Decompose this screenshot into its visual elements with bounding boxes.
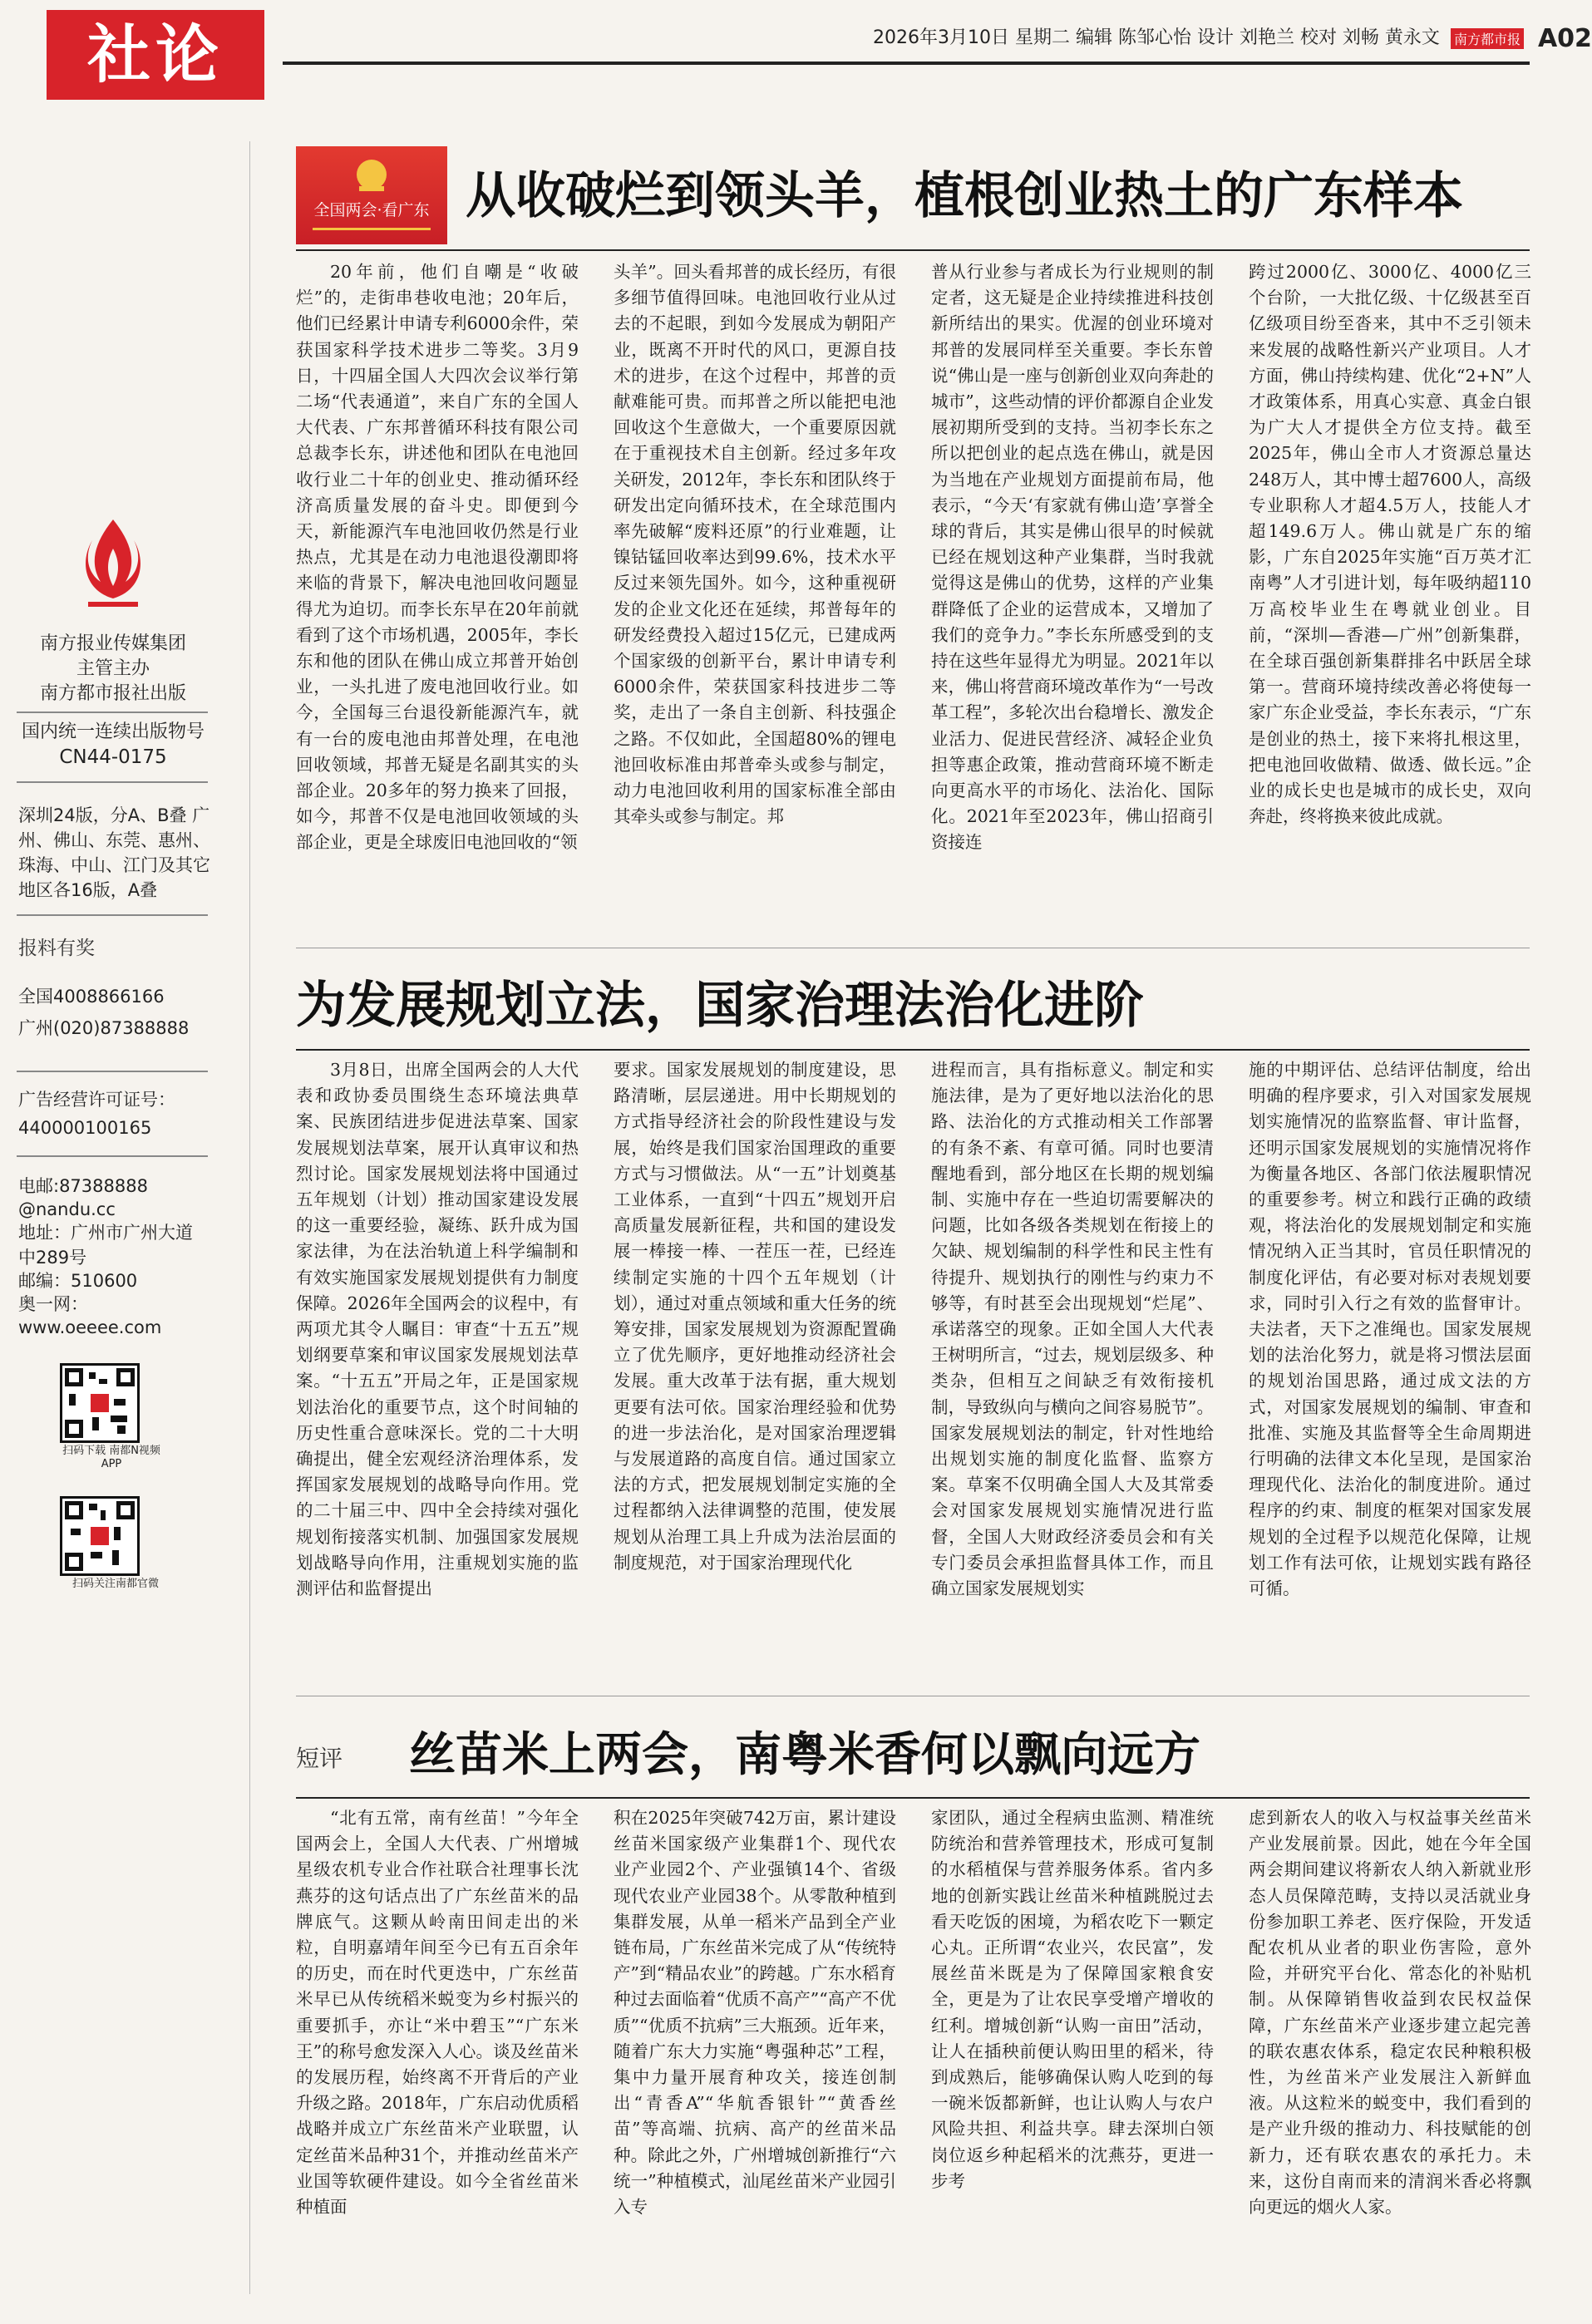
contact-phone: 电邮:87388888 xyxy=(18,1176,148,1196)
sidebar-divider xyxy=(17,711,208,713)
license-label: 广告经营许可证号： xyxy=(18,1090,175,1110)
publisher-line: 主管主办 xyxy=(76,658,150,679)
license-number: 440000100165 xyxy=(18,1118,152,1138)
article2-column: 进程而言，具有指标意义。制定和实施法律，是为了更好地以法治化的思路、法治化的方式推动相关工作部署的有条不紊、有章可循。同时也要清醒地看到，部分地区在长期的规划编制、实施中存在一些迫切需要解决的问题，比如各级各类规划在衔接上的欠缺、规划编制的科学性和民主性有待提升、规划执行的刚性与约束力不够等，有时甚至会出现规划“烂尾”、承诺落空的现象。正如全国人大代表王树明所言，“过去，规划层级多、种类杂，但相互之间缺乏有效衔接机制，导致纵向与横向之间容易脱节”。国家发展规划法的制定，针对性地给出规划实施的制度化监督、监察方案。草案不仅明确全国人大及其常委会对国家发展规划实施情况进行监督，全国人大财政经济委员会和有关专门委员会承担监督具体工作，而且确立国家发展规划实 xyxy=(931,1060,1214,1599)
web-label: 奥一网： xyxy=(18,1294,88,1314)
contact-address: 地址：广州市广州大道中289号 xyxy=(18,1223,193,1268)
qr-code-wechat-icon[interactable] xyxy=(60,1496,140,1576)
article1-column: 普从行业参与者成长为行业规则的制定者，这无疑是企业持续推进科技创新所结出的果实。优渥的创业环境对邦普的发展同样至关重要。李长东曾说“佛山是一座与创新创业双向奔赴的城市”，这些动情的评价都源自企业发展初期所受到的支持。当初李长东之所以把创业的起点选在佛山，就是因为当地在产业规划方面提前布局，他表示，“今天‘有家就有佛山造’享誉全球的背后，其实是佛山很早的时候就已经在规划这种产业集群，当时我就觉得这是佛山的优势，这样的产业集群降低了企业的运营成本，又增加了我们的竞争力。”李长东所感受到的支持在这些年显得尤为明显。2021年以来，佛山将营商环境改革作为“一号改革工程”，多轮次出台稳增长、激发企业活力、促进民营经济、减轻企业负担等惠企政策，推动营商环境不断走向更高水平的市场化、法治化、国际化。2021年至2023年，佛山招商引资接连 xyxy=(931,262,1214,853)
article2-title-rule xyxy=(296,1049,1530,1051)
serial-number: CN44-0175 xyxy=(59,746,167,768)
article2-column: 3月8日，出席全国两会的人大代表和政协委员围绕生态环境法典草案、民族团结进步促进法草案、国家发展规划法草案，展开认真审议和热烈讨论。国家发展规划法将中国通过五年规划（计划）推动国家建设发展的这一重要经验，凝练、跃升成为国家法律，为在法治轨道上科学编制和有效实施国家发展规划提供有力制度保障。2026年全国两会的议程中，有两项尤其令人瞩目：审查“十五五”规划纲要草案和审议国家发展规划法草案。“十五五”开局之年，正是国家规划法治化的重要节点，这个时间轴的历史性重合意味深长。党的二十大明确提出，健全宏观经济治理体系，发挥国家发展规划的战略导向作用。党的二十届三中、四中全会持续对强化规划衔接落实机制、加强国家发展规划战略导向作用，注重规划实施的监测评估和监督提出 xyxy=(296,1060,579,1599)
article2-column: 施的中期评估、总结评估制度，给出明确的程序要求，引入对国家发展规划实施情况的监察监督、审计监督，还明示国家发展规划的实施情况将作为衡量各地区、各部门依法履职情况的重要参考。树立和践行正确的政绩观，将法治化的发展规划制定和实施情况纳入正当其时，官员任职情况的制度化评估，有必要对标对表规划要求，同时引入行之有效的监督审计。夫法者，天下之准绳也。国家发展规划的法治化努力，就是将习惯法层面的规划治国思路，通过成文法的方式，对国家发展规划的编制、审查和批准、实施及其监督等全生命周期进行明确的法律文本化呈现，是国家治理现代化、法治化的制度进阶。通过程序的约束、制度的框架对国家发展规划的全过程予以规范化保障，让规划工作有法可依，让规划实践有路径可循。 xyxy=(1249,1060,1531,1599)
qr1-caption: 扫码下载 南都N视频APP xyxy=(62,1445,160,1470)
tip-national: 全国4008866166 xyxy=(18,987,165,1007)
article1-title-rule xyxy=(296,249,1530,251)
article2-column: 要求。国家发展规划的制度建设，思路清晰，层层递进。用中长期规划的方式指导经济社会的阶段性建设与发展，始终是我们国家治国理政的重要方式与习惯做法。从“一五”计划奠基工业体系，一直到“十四五”规划开启高质量发展新征程，共和国的建设发展一棒接一棒、一茬压一茬，已经连续制定实施的十四个五年规划（计划），通过对重点领域和重大任务的统筹安排，国家发展规划为资源配置确立了优先顺序，更好地推动经济社会发展。重大改革于法有据，重大规划更要有法可依。国家治理经验和优势的进一步法治化，是对国家治理逻辑与发展道路的高度自信。通过国家立法的方式，把发展规划制定实施的全过程都纳入法律调整的范围，使发展规划从治理工具上升成为法治层面的制度规范，对于国家治理现代化 xyxy=(614,1060,896,1573)
publisher-line: 南方报业传媒集团 xyxy=(39,633,186,654)
article3-title: 丝苗米上两会，南粤米香何以飘向远方 xyxy=(409,1728,1200,1782)
tip-title: 报料有奖 xyxy=(18,938,95,959)
article3-column: 家团队，通过全程病虫监测、精准统防统治和营养管理技术，形成可复制的水稻植保与营养服务体系。省内多地的创新实践让丝苗米种植跳脱过去看天吃饭的困境，为稻农吃下一颗定心丸。正所谓“农业兴，农民富”，发展丝苗米既是为了保障国家粮食安全，更是为了让农民享受增产增收的红利。增城创新“认购一亩田”活动，让人在插秧前便认购田里的稻米，待到成熟后，能够确保认购人吃到的每一碗米饭都新鲜，也让认购人与农户风险共担、利益共享。肆去深圳白领岗位返乡种起稻米的沈燕芬，更进一步考 xyxy=(931,1808,1214,2191)
edition-info: 深圳24版，分A、B叠 广州、佛山、东莞、惠州、珠海、中山、江门及其它地区各16版，A叠 xyxy=(18,805,210,900)
article1-title: 从收破烂到领头羊，植根创业热土的广东样本 xyxy=(466,167,1463,225)
header-rule xyxy=(283,62,1530,65)
header-info xyxy=(873,23,1592,57)
article3-title-rule xyxy=(296,1797,1530,1799)
paper-logo: 南方都市报 xyxy=(1451,28,1524,49)
publisher-logo-icon xyxy=(71,515,155,615)
article3-column: 虑到新农人的收入与权益事关丝苗米产业发展前景。因此，她在今年全国两会期间建议将新农人纳入新就业形态人员保障范畴，支持以灵活就业身份参加职工养老、医疗保险，开发适配农机从业者的职业伤害险，意外险，并研究平台化、常态化的补贴机制。从保障销售收益到农民权益保障，广东丝苗米产业逐步建立起完善的联农惠农体系，稳定农民种粮积极性，为丝苗米产业发展注入新鲜血液。从这粒米的蜕变中，我们看到的是产业升级的推动力、科技赋能的创新力，还有联农惠农的承托力。未来，这份自南而来的清润米香必将飘向更远的烟火人家。 xyxy=(1249,1808,1531,2218)
article3-column: 积在2025年突破742万亩，累计建设丝苗米国家级产业集群1个、现代农业产业园2个、产业强镇14个、省级现代农业产业园38个。从零散种植到集群发展，从单一稻米产品到全产业链布局，广东丝苗米完成了从“传统特产”到“精品农业”的跨越。广东水稻育种过去面临着“优质不高产”“高产不优质”“优质不抗病”三大瓶颈。近年来，随着广东大力实施“粤强种芯”工程，集中力量开展育种攻关，接连创制出“青香A”“华航香银针”“黄香丝苗”等高端、抗病、高产的丝苗米品种。除此之外，广州增城创新推行“六统一”种植模式，汕尾丝苗米产业园引入专 xyxy=(614,1808,896,2218)
contact-email: @nandu.cc xyxy=(18,1199,116,1219)
article1-column: 跨过2000亿、3000亿、4000亿三个台阶，一大批亿级、十亿级甚至百亿级项目纷至沓来，其中不乏引领未来发展的战略性新兴产业项目。人才方面，佛山持续构建、优化“2+N”人才政策体系，用真心实意、真金白银为广大人才提供全方位支持。截至2025年，佛山全市人才资源总量达248万人，其中博士超7600人，高级专业职称人才超4.5万人，技能人才超149.6万人。佛山就是广东的缩影，广东自2025年实施“百万英才汇南粤”人才引进计划，每年吸纳超110万高校毕业生在粤就业创业。目前，“深圳—香港—广州”创新集群，在全球百强创新集群排名中跃居全球第一。营商环境持续改善必将使每一家广东企业受益，李长东表示，“广东是创业的热土，接下来将扎根这里，把电池回收做精、做透、做长远。”企业的成长史也是城市的成长史，双向奔赴，终将换来彼此成就。 xyxy=(1249,262,1531,827)
page-number: A02 xyxy=(1537,23,1592,53)
sidebar-divider xyxy=(17,914,208,916)
tip-guangzhou: 广州(020)87388888 xyxy=(18,1018,190,1038)
publisher-info xyxy=(13,632,213,707)
liang-hui-badge xyxy=(296,146,447,244)
sidebar-divider xyxy=(17,1071,208,1072)
short-review-tag: 短评 xyxy=(296,1745,343,1772)
sidebar-divider xyxy=(17,781,208,783)
serial-label: 国内统一连续出版物号 xyxy=(21,721,205,742)
contact-postcode: 邮编：510600 xyxy=(18,1271,138,1291)
publisher-line: 南方都市报社出版 xyxy=(39,683,186,704)
article3-column: “北有五常，南有丝苗！”今年全国两会上，全国人大代表、广州增城星级农机专业合作社联合社理事长沈燕芬的这句话点出了广东丝苗米的品牌底气。这颗从岭南田间走出的米粒，自明嘉靖年间至今已有五百余年的历史，而在时代更迭中，广东丝苗米早已从传统稻米蜕变为乡村振兴的重要抓手，亦让“米中碧玉”“广东米王”的称号愈发深入人心。谈及丝苗米的发展历程，始终离不开背后的产业升级之路。2018年，广东启动优质稻战略并成立广东丝苗米产业联盟，认定丝苗米品种31个，并推动丝苗米产业国等软硬件建设。如今全省丝苗米种植面 xyxy=(296,1808,579,2218)
sidebar-divider xyxy=(17,1155,208,1157)
qr-code-app-icon[interactable] xyxy=(60,1363,140,1443)
article1-column: 20年前，他们自嘲是“收破烂”的，走街串巷收电池；20年后，他们已经累计申请专利6000余件，荣获国家科学技术进步二等奖。3月9日，十四届全国人大四次会议举行第二场“代表通道”，来自广东的全国人大代表、广东邦普循环科技有限公司总裁李长东，讲述他和团队在电池回收行业二十年的创业史、推动循环经济高质量发展的奋斗史。即便到今天，新能源汽车电池回收仍然是行业热点，尤其是在动力电池退役潮即将来临的背景下，解决电池回收问题显得尤为迫切。而李长东早在20年前就看到了这个市场机遇，2005年，李长东和他的团队在佛山成立邦普开始创业，一头扎进了废电池回收行业。如今，全国每三台退役新能源汽车，就有一台的废电池由邦普处理，在电池回收领域，邦普无疑是名副其实的头部企业。20多年的努力换来了回报，如今，邦普不仅是电池回收领域的头部企业，更是全球废旧电池回收的“领 xyxy=(296,262,579,853)
section-badge: 社论 xyxy=(47,10,264,100)
web-url: www.oeeee.com xyxy=(18,1317,162,1337)
article1-column: 头羊”。回头看邦普的成长经历，有很多细节值得回味。电池回收行业从过去的不起眼，到如今发展成为朝阳产业，既离不开时代的风口，更源自技术的进步，在这个过程中，邦普的贡献难能可贵。而邦普之所以能把电池回收这个生意做大，一个重要原因就在于重视技术自主创新。经过多年攻关研发，2012年，李长东和团队终于研发出定向循环技术，在全球范围内率先破解“废料还原”的行业难题，让镍钴锰回收率达到99.6%，技术水平反过来领先国外。如今，这种重视研发的企业文化还在延续，邦普每年的研发经费投入超过15亿元，已建成两个国家级的创新平台，累计申请专利6000余件，荣获国家科技进步二等奖，走出了一条自主创新、科技强企之路。不仅如此，全国超80%的锂电池回收标准由邦普牵头或参与制定，动力电池回收利用的国家标准全部由其牵头或参与制定。邦 xyxy=(614,262,896,827)
article2-title: 为发展规划立法，国家治理法治化进阶 xyxy=(296,977,1144,1035)
liang-hui-badge-label: 全国两会·看广东 xyxy=(313,201,430,219)
serial-block xyxy=(13,720,213,770)
sidebar-rule xyxy=(249,141,250,2294)
header-meta: 2026年3月10日 星期二 编辑 陈邹心怡 设计 刘艳兰 校对 刘畅 黄永文 xyxy=(873,27,1440,48)
qr2-caption: 扫码关注南都官微 xyxy=(71,1578,159,1590)
